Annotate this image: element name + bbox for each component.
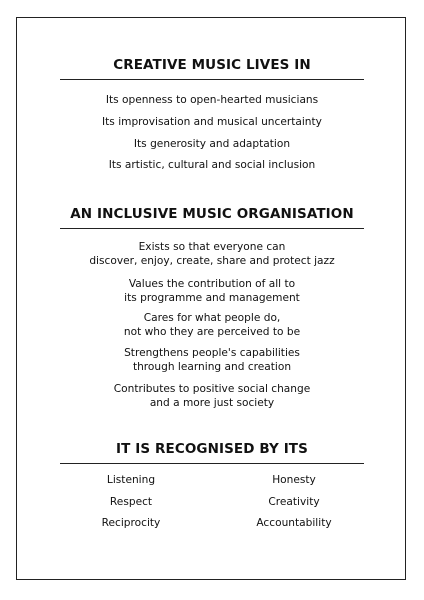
section-heading-recognised-by: IT IS RECOGNISED BY ITS [116,441,308,457]
divider [60,79,364,80]
list-item: and a more just society [149,397,275,409]
list-item: its programme and management [124,292,300,304]
list-item: not who they are perceived to be [123,326,301,338]
value-item: Honesty [272,474,316,486]
list-item: Its generosity and adaptation [133,138,291,150]
value-item: Accountability [256,517,332,529]
list-item: discover, enjoy, create, share and protect jazz [89,255,335,267]
list-item: Its openness to open-hearted musicians [105,94,319,106]
list-item: Values the contribution of all to [128,278,296,290]
list-item: Exists so that everyone can [138,241,286,253]
section-heading-creative-music: CREATIVE MUSIC LIVES IN [113,57,311,73]
value-item: Creativity [268,496,320,508]
list-item: Its improvisation and musical uncertainty [102,116,322,128]
value-item: Respect [109,496,153,508]
list-item: Its artistic, cultural and social inclusion [108,159,316,171]
value-item: Reciprocity [101,517,161,529]
list-item: Cares for what people do, [143,312,281,324]
list-item: Strengthens people's capabilities [124,347,300,359]
divider [60,463,364,464]
divider [60,228,364,229]
list-item: through learning and creation [132,361,292,373]
section-heading-inclusive-organisation: AN INCLUSIVE MUSIC ORGANISATION [70,206,354,222]
value-item: Listening [106,474,156,486]
list-item: Contributes to positive social change [113,383,311,395]
